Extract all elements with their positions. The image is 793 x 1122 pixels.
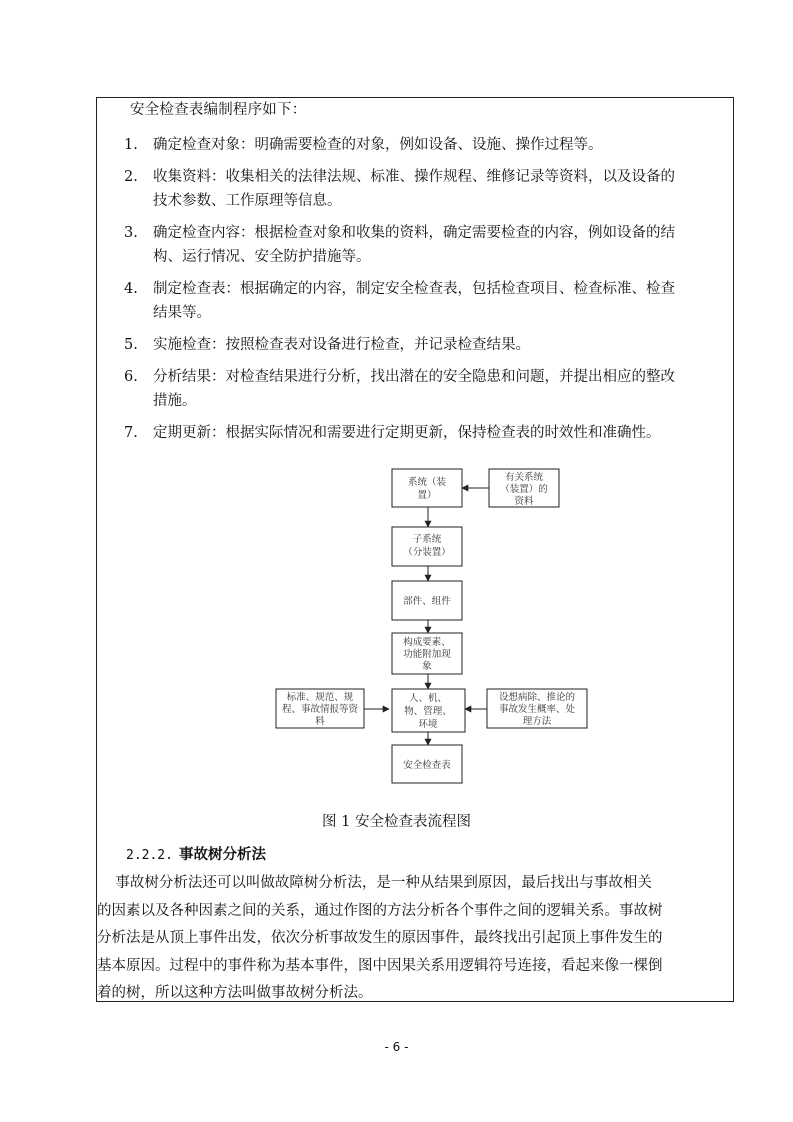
svg-text:构成要素、: 构成要素、 xyxy=(403,637,451,648)
step-line: 制定检查表：根据确定的内容，制定安全检查表，包括检查项目、检查标准、检查 xyxy=(153,281,675,297)
svg-text:有关系统: 有关系统 xyxy=(504,472,544,483)
svg-text:理方法: 理方法 xyxy=(522,716,552,727)
step-number: 3. xyxy=(124,225,138,241)
node-elements xyxy=(392,633,462,674)
page-number: - 6 - xyxy=(384,1040,409,1054)
step-line: 技术参数、工作原理等信息。 xyxy=(153,193,342,209)
figure-caption: 图 1 安全检查表流程图 xyxy=(322,814,471,830)
node-hazard-assessment xyxy=(487,689,587,728)
step-number: 7. xyxy=(124,425,138,441)
step-line: 收集资料：收集相关的法律法规、标准、操作规程、维修记录等资料，以及设备的 xyxy=(153,169,675,185)
step-line: 实施检查：按照检查表对设备进行检查，并记录检查结果。 xyxy=(153,337,530,353)
svg-text:置）: 置） xyxy=(417,490,437,501)
node-checklist xyxy=(392,745,462,783)
step-number: 4. xyxy=(124,281,138,297)
svg-text:料: 料 xyxy=(315,716,325,727)
svg-text:人、机、: 人、机、 xyxy=(408,693,448,704)
svg-text:物、管理、: 物、管理、 xyxy=(404,706,452,717)
step-number: 2. xyxy=(124,169,138,185)
svg-text:子系统: 子系统 xyxy=(412,534,442,545)
step-number: 5. xyxy=(124,337,138,353)
body-line: 分析法是从顶上事件出发，依次分析事故发生的原因事件，最终找出引起顶上事件发生的 xyxy=(97,930,663,946)
svg-text:资料: 资料 xyxy=(514,496,534,507)
svg-text:环境: 环境 xyxy=(418,719,438,730)
svg-text:（装置）的: （装置）的 xyxy=(500,484,548,495)
svg-text:安全检查表: 安全检查表 xyxy=(403,760,451,771)
intro-text: 安全检查表编制程序如下： xyxy=(130,102,307,118)
node-standards xyxy=(276,689,364,728)
node-parts xyxy=(392,581,462,620)
svg-text:功能附加现: 功能附加现 xyxy=(403,649,451,660)
svg-text:程、事故情报等资: 程、事故情报等资 xyxy=(281,704,359,715)
node-system xyxy=(392,469,462,507)
svg-text:标准、规范、规: 标准、规范、规 xyxy=(286,692,354,703)
section-heading xyxy=(126,843,266,864)
section-title: 事故树分析法 xyxy=(178,847,266,863)
node-subsystem xyxy=(392,527,462,566)
svg-text:设想病除、推论的: 设想病除、推论的 xyxy=(498,692,576,703)
node-factors xyxy=(392,689,465,732)
step-line: 确定检查对象：明确需要检查的对象，例如设备、设施、操作过程等。 xyxy=(153,137,603,153)
svg-text:部件、组件: 部件、组件 xyxy=(403,596,451,607)
node-related-info xyxy=(489,469,559,507)
body-line: 着的树，所以这种方法叫做事故树分析法。 xyxy=(97,985,373,1001)
step-line: 分析结果：对检查结果进行分析，找出潜在的安全隐患和问题，并提出相应的整改 xyxy=(153,369,675,385)
step-line: 定期更新：根据实际情况和需要进行定期更新，保持检查表的时效性和准确性。 xyxy=(153,425,661,441)
section-number: 2.2.2. xyxy=(126,848,173,863)
body-line: 的因素以及各种因素之间的关系，通过作图的方法分析各个事件之间的逻辑关系。事故树 xyxy=(97,902,663,919)
step-line: 构、运行情况、安全防护措施等。 xyxy=(153,249,371,265)
svg-text:事故发生概率、处: 事故发生概率、处 xyxy=(498,704,576,715)
svg-text:（分装置）: （分装置） xyxy=(403,547,451,558)
step-line: 确定检查内容：根据检查对象和收集的资料，确定需要检查的内容，例如设备的结 xyxy=(153,225,675,241)
svg-text:象: 象 xyxy=(422,661,432,672)
body-line: 事故树分析法还可以叫做故障树分析法，是一种从结果到原因，最后找出与事故相关 xyxy=(97,875,652,891)
step-number: 1. xyxy=(124,137,138,153)
body-paragraph xyxy=(97,870,733,1008)
step-line: 措施。 xyxy=(153,393,197,409)
step-line: 结果等。 xyxy=(153,305,211,321)
svg-text:系统（装: 系统（装 xyxy=(407,477,447,488)
step-number: 6. xyxy=(124,369,138,385)
body-line: 基本原因。过程中的事件称为基本事件，图中因果关系用逻辑符号连接，看起来像一棵倒 xyxy=(97,957,663,974)
